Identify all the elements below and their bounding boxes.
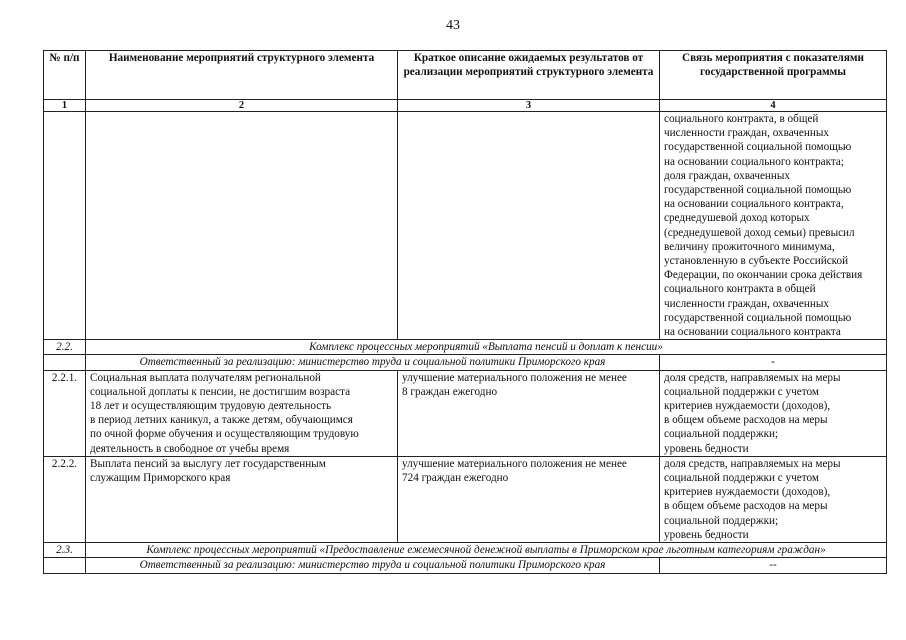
table-row: [44, 456, 887, 542]
row-indicators: доля средств, направляемых на меры социальной поддержки с учетом критериев нуждаемости (доходов), в общем объеме расходов на меры социальной поддержки; уровень бедности: [660, 370, 887, 456]
header-measure-name: Наименование мероприятий структурного элемента: [86, 51, 398, 100]
column-number-1: 1: [44, 100, 86, 112]
row-indicators: доля средств, направляемых на меры социальной поддержки с учетом критериев нуждаемости (доходов), в общем объеме расходов на меры социальной поддержки; уровень бедности: [660, 456, 887, 542]
row-number: 2.2.2.: [44, 456, 86, 542]
page-number: 43: [446, 18, 460, 33]
continuation-number-cell: [44, 112, 86, 340]
section-2-2-responsible-empty: [44, 355, 86, 370]
column-numbers-row: [44, 100, 887, 112]
section-2-2-responsible-row: [44, 355, 887, 370]
section-2-3-title-row: [44, 543, 887, 558]
header-indicators-link: Связь мероприятия с показателями государственной программы: [660, 51, 887, 100]
section-2-3-responsible-row: [44, 558, 887, 573]
column-number-4: 4: [660, 100, 887, 112]
header-expected-results: Краткое описание ожидаемых результатов от реализации мероприятий структурного элемента: [398, 51, 660, 100]
section-2-2-responsible: Ответственный за реализацию: министерство труда и социальной политики Приморского края: [86, 355, 660, 370]
row-number: 2.2.1.: [44, 370, 86, 456]
measures-table: [43, 50, 887, 574]
section-2-2-responsible-dash: -: [660, 355, 887, 370]
column-number-3: 3: [398, 100, 660, 112]
section-2-2-title: Комплекс процессных мероприятий «Выплата пенсий и доплат к пенсии»: [86, 340, 887, 355]
continuation-result-cell: [398, 112, 660, 340]
row-expected-result: улучшение материального положения не менее 724 граждан ежегодно: [398, 456, 660, 542]
continuation-indicators-cell: социального контракта, в общей численности граждан, охваченных государственной социальной помощью на основании социального контракта; доля граждан, охваченных государственной социальной помощью на основании социального контракта, среднедушевой доход которых (среднедушевой доход семьи) превысил величину прожиточного минимума, установленную в субъекте Российской Федерации, по окончании срока действия социального контракта в общей численности граждан, охваченных государственной социальной помощью на основании социального контракта: [660, 112, 887, 340]
section-2-3-title: Комплекс процессных мероприятий «Предоставление ежемесячной денежной выплаты в Приморском крае льготным категориям граждан»: [86, 543, 887, 558]
continuation-row: [44, 112, 887, 340]
row-measure-name: Выплата пенсий за выслугу лет государственным служащим Приморского края: [86, 456, 398, 542]
section-2-3-responsible: Ответственный за реализацию: министерство труда и социальной политики Приморского края: [86, 558, 660, 573]
section-2-3-responsible-dash: --: [660, 558, 887, 573]
section-2-3-responsible-empty: [44, 558, 86, 573]
column-number-2: 2: [86, 100, 398, 112]
section-2-2-title-row: [44, 340, 887, 355]
continuation-name-cell: [86, 112, 398, 340]
table-row: [44, 370, 887, 456]
section-2-2-number: 2.2.: [44, 340, 86, 355]
row-measure-name: Социальная выплата получателям региональной социальной доплаты к пенсии, не достигшим возраста 18 лет и осуществляющим трудовую деятельность в период летних каникул, а также детям, обучающимся по очной форме обучения и осуществляющим трудовую деятельность в свободное от учебы время: [86, 370, 398, 456]
section-2-3-number: 2.3.: [44, 543, 86, 558]
header-row: [44, 51, 887, 100]
row-expected-result: улучшение материального положения не менее 8 граждан ежегодно: [398, 370, 660, 456]
header-number: № п/п: [44, 51, 86, 100]
